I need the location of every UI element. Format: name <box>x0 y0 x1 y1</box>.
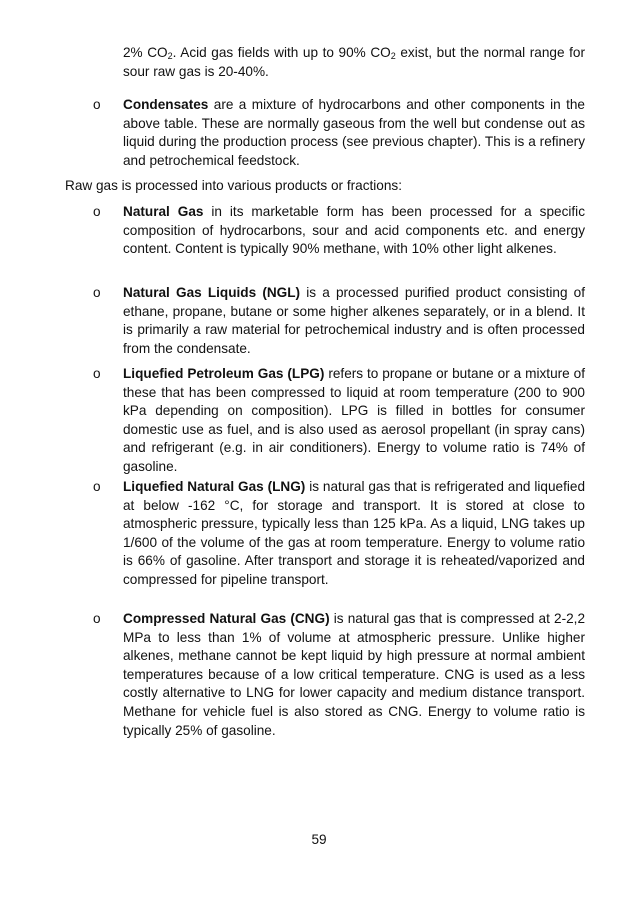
term-condensates: Condensates <box>123 97 209 112</box>
bullet-marker: o <box>93 366 101 381</box>
list-item-condensates <box>123 96 585 170</box>
continuation-text-2: . Acid gas fields with up to 90% CO <box>172 45 391 60</box>
bullet-marker: o <box>93 479 101 494</box>
definition-condensates: are a mixture of hydrocarbons and other components in the above table. These are normally gaseous from the well but condense out as liquid during the production process (see previous chapter). This is a refinery and petrochemical feedstock. <box>123 97 585 168</box>
list-item-natural-gas <box>123 203 585 259</box>
definition-lpg: refers to propane or butane or a mixture of these that has been compressed to liquid at room temperature (200 to 900 kPa depending on composition). LPG is filled in bottles for consumer domestic use as fuel, and is also used as aerosol propellant (in spray cans) and refrigerant (e.g. in air conditioners). Energy to volume ratio is 74% of gasoline. <box>123 366 585 474</box>
term-natural-gas: Natural Gas <box>123 204 204 219</box>
term-cng: Compressed Natural Gas (CNG) <box>123 611 330 626</box>
list-item-lng <box>123 478 585 590</box>
subscript-2: 2 <box>167 51 173 61</box>
definition-lng: is natural gas that is refrigerated and liquefied at below -162 °C, for storage and transport. It is stored at close to atmospheric pressure, typically less than 125 kPa. As a liquid, LNG takes up 1/600 of the volume of the gas at room temperature. Energy to volume ratio is 66% of gasoline. After transport and storage it is reheated/vaporized and compressed for pipeline transport. <box>123 479 585 587</box>
bullet-marker: o <box>93 97 101 112</box>
subscript-2b: 2 <box>390 51 396 61</box>
continuation-paragraph <box>123 44 585 81</box>
intro-sentence: Raw gas is processed into various products or fractions: <box>65 178 402 193</box>
term-ngl: Natural Gas Liquids (NGL) <box>123 285 301 300</box>
list-item-ngl <box>123 284 585 358</box>
term-lpg: Liquefied Petroleum Gas (LPG) <box>123 366 325 381</box>
bullet-marker: o <box>93 285 101 300</box>
continuation-text-1: 2% CO <box>123 45 168 60</box>
list-item-cng <box>123 610 585 740</box>
list-item-lpg <box>123 365 585 477</box>
definition-cng: is natural gas that is compressed at 2-2,2 MPa to less than 1% of volume at atmospheric pressure. Unlike higher alkenes, methane cannot be kept liquid by high pressure at normal ambient temperatures because of a low critical temperature. CNG is used as a less costly alternative to LNG for lower capacity and medium distance transport. Methane for vehicle fuel is also stored as CNG. Energy to volume ratio is typically 25% of gasoline. <box>123 611 585 738</box>
term-lng: Liquefied Natural Gas (LNG) <box>123 479 306 494</box>
continuation-text-3: exist, but the normal range for sour raw gas is 20-40%. <box>123 45 585 79</box>
page-number: 59 <box>311 832 327 847</box>
bullet-marker: o <box>93 611 101 626</box>
definition-ngl: is a processed purified product consisting of ethane, propane, butane or some higher alkenes separately, or in a blend. It is primarily a raw material for petrochemical industry and is often processed from the condensate. <box>123 285 586 356</box>
bullet-marker: o <box>93 204 101 219</box>
definition-natural-gas: in its marketable form has been processed for a specific composition of hydrocarbons, sour and acid components etc. and energy content. Content is typically 90% methane, with 10% other light alkenes. <box>123 204 585 257</box>
